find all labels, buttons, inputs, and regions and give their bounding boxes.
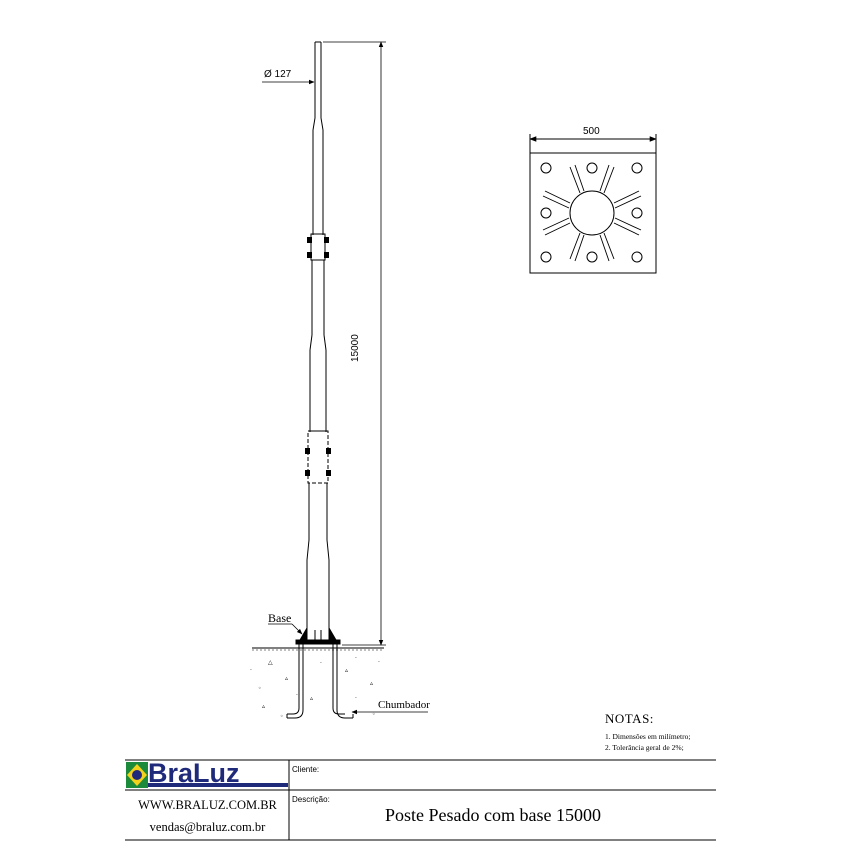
svg-text:▵: ▵ xyxy=(370,680,374,687)
anchor-bolts xyxy=(287,644,353,718)
description-label: Descrição: xyxy=(292,795,330,804)
plate-plan-view xyxy=(530,134,656,273)
svg-text:·: · xyxy=(355,655,357,662)
height-label: 15000 xyxy=(350,334,361,362)
company-logo: BraLuz xyxy=(148,758,240,788)
company-website: WWW.BRALUZ.COM.BR xyxy=(138,798,277,812)
note-item-2: 2. Tolerância geral de 2%; xyxy=(605,743,684,752)
anchor-label: Chumbador xyxy=(378,699,430,711)
svg-text:·: · xyxy=(250,667,252,674)
svg-text:·: · xyxy=(378,659,380,666)
plate-width-label: 500 xyxy=(583,126,600,137)
svg-text:◦: ◦ xyxy=(372,711,376,718)
svg-text:▵: ▵ xyxy=(285,675,289,682)
svg-text:·: · xyxy=(355,695,357,702)
diameter-label: Ø 127 xyxy=(264,69,292,80)
note-item-1: 1. Dimensões em milímetro; xyxy=(605,732,691,741)
svg-text:·: · xyxy=(296,692,298,699)
ground xyxy=(252,648,384,650)
notes-title: NOTAS: xyxy=(605,711,654,726)
svg-text:·: · xyxy=(320,660,322,667)
concrete-hatch xyxy=(250,655,380,720)
svg-text:▵: ▵ xyxy=(262,703,266,710)
description-value: Poste Pesado com base 15000 xyxy=(385,805,601,825)
svg-text:◦: ◦ xyxy=(280,713,284,720)
svg-text:◦: ◦ xyxy=(258,685,262,692)
svg-text:△: △ xyxy=(268,659,273,666)
company-email: vendas@braluz.com.br xyxy=(149,820,266,834)
client-label: Cliente: xyxy=(292,765,320,774)
base-label: Base xyxy=(268,611,292,625)
svg-text:▵: ▵ xyxy=(310,695,314,702)
sleeve-bolts xyxy=(305,237,331,476)
base-plate xyxy=(296,628,340,644)
pole-elevation xyxy=(307,42,329,640)
svg-text:▵: ▵ xyxy=(345,667,349,674)
